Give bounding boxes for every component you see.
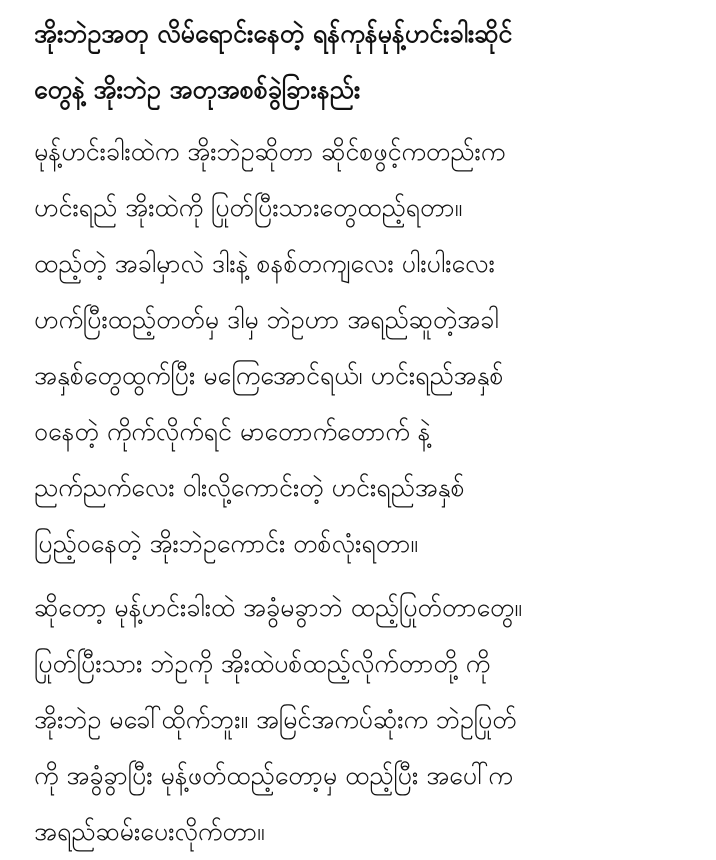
title-line: အိုးဘဲဥအတု လိမ်ရောင်းနေတဲ့ ရန်ကုန်မုန့်ဟင်းခါးဆိုင် xyxy=(34,19,513,48)
article-title xyxy=(34,6,696,118)
paragraph-line: ဟက်ပြီးထည့်တတ်မှ ဒါမှ ဘဲဥဟာ အရည်ဆူတဲ့အခါ xyxy=(34,305,499,334)
paragraph-line: ဆိုတော့ မုန့်ဟင်းခါးထဲ အခွံမခွာဘဲ ထည့်ပြုတ်တာတွေ။ xyxy=(34,593,522,622)
paragraph-line: ကို အခွံခွာပြီး မုန့်ဖတ်ထည့်တော့မှ ထည့်ပြီး အပေါ်က xyxy=(34,761,513,790)
paragraph-line: ပြုတ်ပြီးသား ဘဲဥကို အိုးထဲပစ်ထည့်လိုက်တာတို့ ကို xyxy=(34,649,491,678)
paragraph-line: ညက်ညက်လေး ဝါးလို့ကောင်းတဲ့ ဟင်းရည်အနှစ် xyxy=(34,473,465,502)
paragraph-line: ဟင်းရည် အိုးထဲကို ပြုတ်ပြီးသားတွေထည့်ရတာ။ xyxy=(34,193,463,222)
paragraph-1 xyxy=(34,124,696,572)
title-line: တွေနဲ့ အိုးဘဲဥ အတုအစစ်ခွဲခြားနည်း xyxy=(34,75,361,104)
paragraph-line: အရည်ဆမ်းပေးလိုက်တာ။ xyxy=(34,817,265,846)
paragraph-line: အိုးဘဲဥ မခေါ်ထိုက်ဘူး။ အမြင်အကပ်ဆုံးက ဘဲဥပြုတ် xyxy=(34,705,517,734)
paragraph-line: မုန့်ဟင်းခါးထဲက အိုးဘဲဥဆိုတာ ဆိုင်စဖွင့်ကတည်းက xyxy=(34,137,506,166)
paragraph-line: ထည့်တဲ့ အခါမှာလဲ ဒါးနဲ့ စနစ်တကျလေး ပါးပါးလေး xyxy=(34,249,495,278)
paragraph-2 xyxy=(34,580,696,860)
paragraph-line: အနှစ်တွေထွက်ပြီး မကြေအောင်ရယ်၊ ဟင်းရည်အနှစ် xyxy=(34,361,504,390)
paragraph-line: ပြည့်ဝနေတဲ့ အိုးဘဲဥကောင်း တစ်လုံးရတာ။ xyxy=(34,529,418,558)
paragraph-line: ဝနေတဲ့ ကိုက်လိုက်ရင် မာတောက်တောက် နဲ့ xyxy=(34,417,431,446)
